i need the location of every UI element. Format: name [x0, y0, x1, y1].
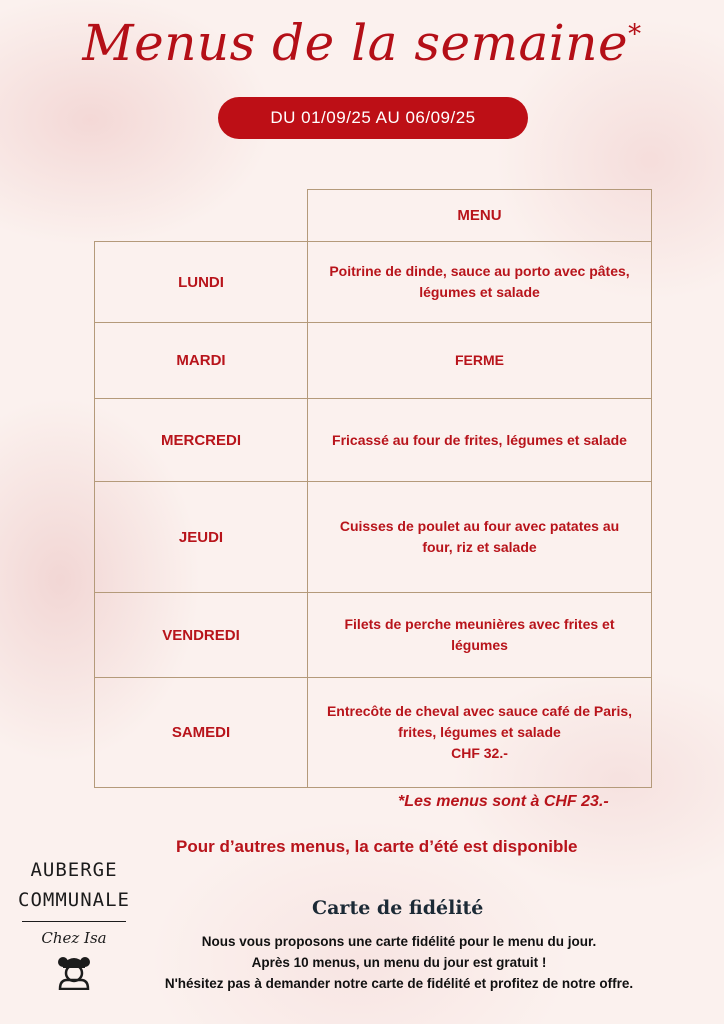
- loyalty-line-1: Nous vous proposons une carte fidélité pour le menu du jour.: [201, 934, 597, 949]
- table-row: [95, 242, 652, 323]
- logo-line-communale: COMMUNALE: [18, 889, 130, 911]
- loyalty-line-3: N'hésitez pas à demander notre carte de fidélité et profitez de notre offre.: [164, 976, 634, 991]
- date-range-badge: [218, 97, 528, 139]
- table-row: [95, 399, 652, 482]
- other-menus-note: Pour d’autres menus, la carte d’été est disponible: [176, 837, 578, 856]
- table-header-row: [95, 190, 652, 242]
- day-cell: MARDI: [95, 323, 308, 399]
- table-row: [95, 678, 652, 788]
- price-note: *Les menus sont à CHF 23.-: [398, 793, 609, 810]
- day-cell: SAMEDI: [95, 678, 308, 788]
- loyalty-line-2: Après 10 menus, un menu du jour est gratuit !: [251, 955, 547, 970]
- day-cell: MERCREDI: [95, 399, 308, 482]
- weekly-menu-table: [94, 189, 652, 788]
- logo-divider: [22, 921, 126, 922]
- logo-line-auberge: AUBERGE: [30, 859, 118, 881]
- table-corner-cell: [95, 190, 308, 242]
- dish-cell: Filets de perche meunières avec frites et légumes: [308, 593, 652, 678]
- table-row: [95, 593, 652, 678]
- day-cell: JEUDI: [95, 482, 308, 593]
- menu-column-header: MENU: [308, 190, 652, 242]
- dish-cell: Fricassé au four de frites, légumes et salade: [308, 399, 652, 482]
- table-row: [95, 482, 652, 593]
- table-row: [95, 323, 652, 399]
- day-cell: VENDREDI: [95, 593, 308, 678]
- dish-cell: Cuisses de poulet au four avec patates au four, riz et salade: [308, 482, 652, 593]
- dish-cell: Poitrine de dinde, sauce au porto avec pâtes, légumes et salade: [308, 242, 652, 323]
- title-text: Menus de la semaine: [82, 14, 629, 72]
- dish-cell: [308, 678, 652, 788]
- loyalty-card-text: [100, 931, 698, 994]
- loyalty-card-title: Carte de fidélité: [312, 897, 484, 919]
- logo-line-chez-isa: Chez Isa: [41, 929, 107, 947]
- dish-text: Entrecôte de cheval avec sauce café de Paris, frites, légumes et salade: [326, 703, 633, 740]
- date-range-text: DU 01/09/25 AU 06/09/25: [270, 108, 476, 127]
- day-cell: LUNDI: [95, 242, 308, 323]
- dish-price: CHF 32.-: [451, 745, 508, 761]
- title-asterisk: *: [628, 19, 642, 50]
- dish-cell: FERME: [308, 323, 652, 399]
- chef-icon: [57, 954, 91, 990]
- page-title: [0, 14, 724, 72]
